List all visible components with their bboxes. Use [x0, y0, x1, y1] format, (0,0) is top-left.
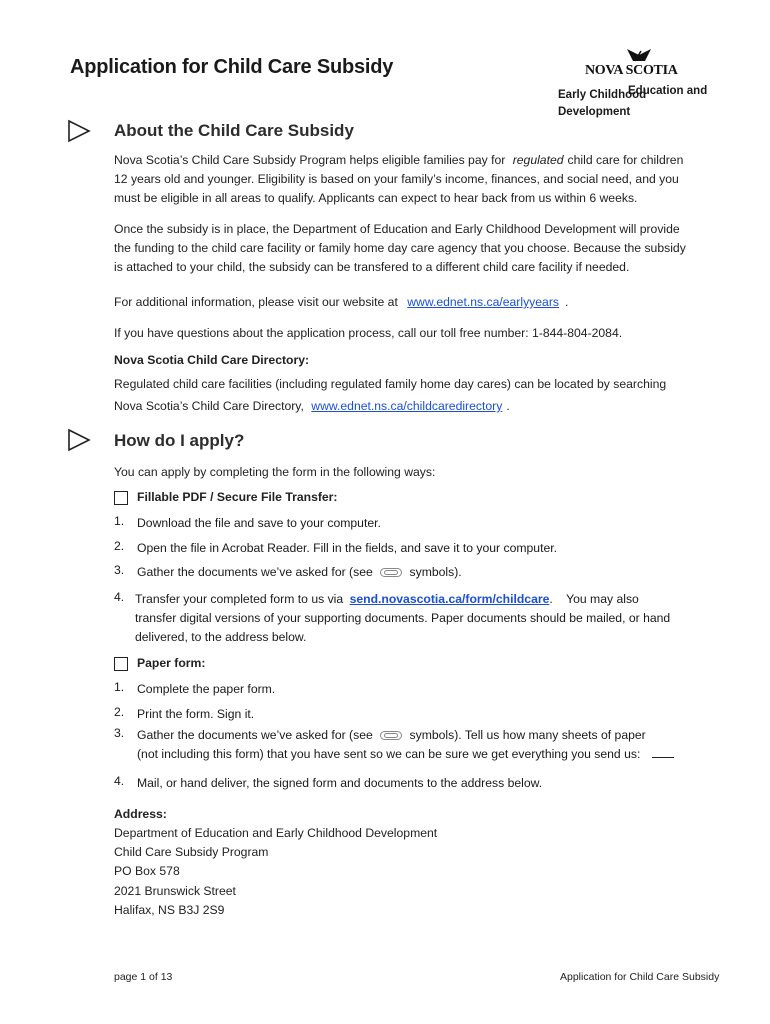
- address-heading: Address:: [114, 807, 167, 821]
- o2-step-3-text-b: symbols). Tell us how many sheets of paper: [409, 728, 646, 742]
- o1-step-4: [135, 590, 695, 647]
- apply-intro: You can apply by completing the form in the following ways:: [114, 465, 436, 479]
- about-paragraph-1: [114, 151, 714, 208]
- o1-step-3-text-b: symbols).: [409, 565, 462, 579]
- send-novascotia-link[interactable]: send.novascotia.ca/form/childcare: [349, 592, 550, 606]
- section-arrow-icon: [67, 119, 91, 143]
- p3-end: .: [564, 295, 569, 309]
- p1-text-a: Nova Scotia’s Child Care Subsidy Program helps eligible families pay for: [114, 153, 506, 167]
- o2-step-1: Complete the paper form.: [137, 682, 276, 696]
- p2-line-2: the funding to the child care facility or family home day care agency that you choose. Because the subsidy: [114, 241, 686, 255]
- directory-paragraph: [114, 373, 714, 417]
- address-line: Child Care Subsidy Program: [114, 845, 269, 859]
- apply-heading: How do I apply?: [114, 431, 245, 450]
- p1-emphasis: regulated: [512, 153, 564, 167]
- step-number: 4.: [114, 590, 125, 604]
- logo-wordmark: NOVA SCOTIA: [585, 63, 678, 78]
- section-arrow-icon: [67, 428, 91, 452]
- childcare-directory-link[interactable]: www.ednet.ns.ca/childcaredirectory: [311, 399, 503, 413]
- p1-line-3: must be eligible in all areas to qualify. Applicants can expect to hear back from us within 6 weeks.: [114, 191, 638, 205]
- department-line-3: Development: [558, 106, 631, 118]
- earlyyears-link[interactable]: www.ednet.ns.ca/earlyyears: [407, 295, 559, 309]
- nova-scotia-logo: [585, 47, 695, 81]
- paperclip-icon: [380, 731, 402, 740]
- about-paragraph-3: [114, 293, 714, 312]
- o1-step-4-text-b: . You may also: [549, 592, 639, 606]
- dir-end: .: [506, 399, 510, 413]
- address-line: Department of Education and Early Childhood Development: [114, 826, 438, 840]
- department-line-2: Education and: [628, 85, 708, 97]
- footer-title: Application for Child Care Subsidy: [560, 971, 720, 983]
- p3-text: For additional information, please visit our website at: [114, 295, 398, 309]
- option1-label: Fillable PDF / Secure File Transfer:: [137, 490, 338, 504]
- p1-line-2: 12 years old and younger. Eligibility is based on your family’s income, finances, and social need, and you: [114, 172, 679, 186]
- p2-line-1: Once the subsidy is in place, the Department of Education and Early Childhood Development will provide: [114, 222, 680, 236]
- o1-step-3-text-a: Gather the documents we’ve asked for (see: [137, 565, 373, 579]
- option2-label: Paper form:: [137, 656, 206, 670]
- o1-step-2: Open the file in Acrobat Reader. Fill in the fields, and save it to your computer.: [137, 541, 558, 555]
- step-number: 1.: [114, 514, 125, 528]
- step-number: 2.: [114, 705, 125, 719]
- step-number: 2.: [114, 539, 125, 553]
- address-line: PO Box 578: [114, 864, 180, 878]
- o2-step-3-line-2: (not including this form) that you have sent so we can be sure we get everything you send us:: [137, 747, 641, 761]
- about-heading: About the Child Care Subsidy: [114, 121, 354, 140]
- page-title: Application for Child Care Subsidy: [70, 56, 394, 78]
- address-line: 2021 Brunswick Street: [114, 884, 236, 898]
- paper-form-checkbox[interactable]: [114, 657, 128, 671]
- step-number: 4.: [114, 774, 125, 788]
- about-paragraph-4: If you have questions about the application process, call our toll free number: 1-844-804-2084.: [114, 326, 623, 340]
- fillable-pdf-checkbox[interactable]: [114, 491, 128, 505]
- sheet-count-field[interactable]: [652, 757, 674, 758]
- about-paragraph-2: [114, 220, 714, 277]
- address-line: Halifax, NS B3J 2S9: [114, 903, 225, 917]
- o1-step-1: Download the file and save to your computer.: [137, 516, 381, 530]
- o2-step-3-text-a: Gather the documents we’ve asked for (see: [137, 728, 373, 742]
- o1-step-4-text-a: Transfer your completed form to us via: [135, 592, 344, 606]
- page-number: page 1 of 13: [114, 971, 173, 983]
- o2-step-4: Mail, or hand deliver, the signed form and documents to the address below.: [137, 776, 543, 790]
- step-number: 3.: [114, 726, 125, 740]
- o1-step-3: [137, 563, 697, 582]
- paperclip-icon: [380, 568, 402, 577]
- step-number: 1.: [114, 680, 125, 694]
- department-line-1: Early Childhood: [558, 89, 647, 101]
- p2-line-3: is attached to your child, the subsidy can be transfered to a different child care facility if needed.: [114, 260, 630, 274]
- p1-text-b: child care for children: [567, 153, 684, 167]
- o2-step-2: Print the form. Sign it.: [137, 707, 255, 721]
- dir-line-2: Nova Scotia’s Child Care Directory,: [114, 399, 304, 413]
- o1-step-4-line-3: delivered, to the address below.: [135, 630, 307, 644]
- directory-heading: Nova Scotia Child Care Directory:: [114, 353, 310, 367]
- step-number: 3.: [114, 563, 125, 577]
- dir-line-1: Regulated child care facilities (including regulated family home day cares) can be located by searching: [114, 377, 667, 391]
- o2-step-3: [137, 726, 697, 764]
- o1-step-4-line-2: transfer digital versions of your supporting documents. Paper documents should be mailed, or hand: [135, 611, 671, 625]
